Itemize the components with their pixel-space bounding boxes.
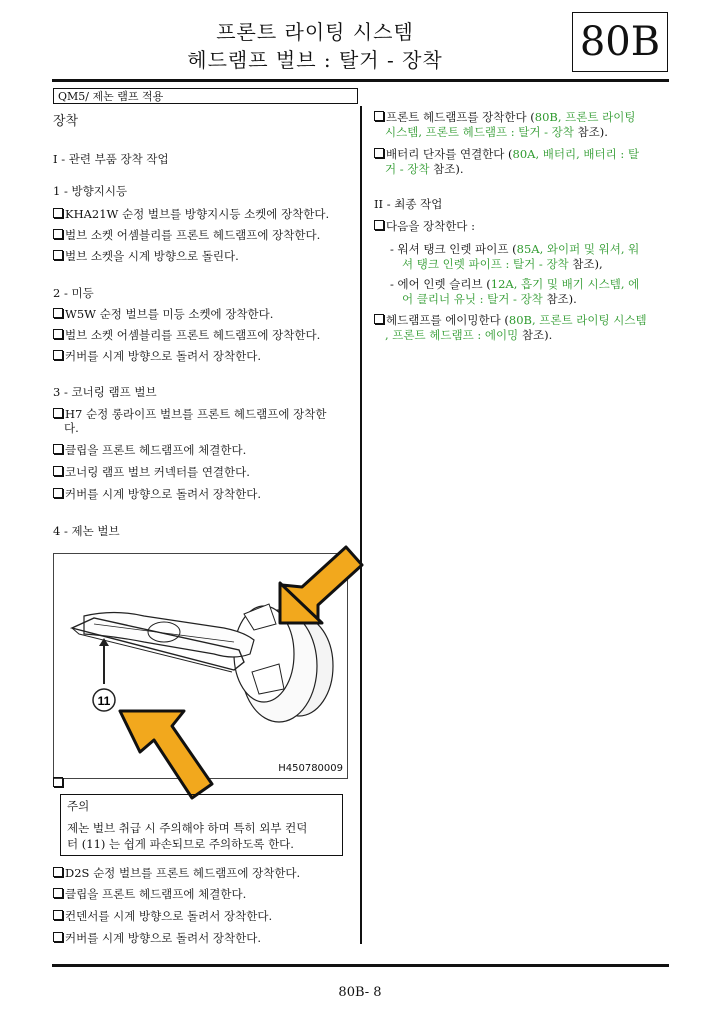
checkbox-icon [374, 314, 384, 324]
checkbox-icon [374, 220, 384, 230]
section-code-box [572, 12, 668, 72]
sub-list-item: - 에어 인렛 슬리브 (12A, 흡기 및 배기 시스템, 에 [390, 277, 640, 291]
list-item: 프론트 헤드램프를 장착한다 (80B, 프론트 라이팅 [374, 110, 635, 125]
list-item-continuation: 다. [64, 421, 79, 435]
sub-4-heading: 4 - 제논 벌브 [53, 524, 120, 538]
sub-list-item: - 워셔 탱크 인렛 파이프 (85A, 와이퍼 및 워셔, 워 [390, 242, 640, 256]
sub-1-heading: 1 - 방향지시등 [53, 184, 128, 198]
sub-3-heading: 3 - 코너링 램프 벌브 [53, 385, 157, 399]
sub-list-item-continuation: 어 클리너 유닛 : 탈거 - 장착 참조). [402, 292, 577, 306]
arrow-pointer-icon [270, 535, 370, 630]
vehicle-applicability: QM5/ 제논 램프 적용 [53, 88, 358, 104]
warning-title: 주의 [67, 799, 90, 813]
list-item: 커버를 시계 방향으로 돌려서 장착한다. [53, 349, 261, 364]
warning-box [60, 794, 343, 856]
bottom-rule [52, 964, 669, 967]
list-item: 클립을 프론트 헤드램프에 체결한다. [53, 443, 246, 458]
list-item [53, 776, 65, 791]
list-item: W5W 순정 벌브를 미등 소켓에 장착한다. [53, 307, 273, 322]
section-1-heading: I - 관련 부품 장착 작업 [53, 152, 169, 166]
list-item: 헤드램프를 에이밍한다 (80B, 프론트 라이팅 시스템 [374, 313, 647, 328]
list-item: 벌브 소켓을 시계 방향으로 돌린다. [53, 249, 239, 264]
list-item: H7 순정 롱라이프 벌브를 프론트 헤드램프에 장착한 [53, 407, 326, 422]
top-rule [52, 79, 669, 82]
checkbox-icon [53, 329, 63, 339]
checkbox-icon [53, 408, 63, 418]
callout-number: 11 [97, 694, 111, 708]
list-item-continuation: , 프론트 헤드램프 : 에이밍 참조). [385, 328, 553, 342]
checkbox-icon [53, 208, 63, 218]
checkbox-icon [53, 867, 63, 877]
checkbox-icon [53, 777, 63, 787]
page-number: 80B- 8 [338, 985, 382, 1000]
reference-link[interactable]: , 프론트 헤드램프 : 에이밍 [385, 328, 519, 342]
checkbox-icon [53, 444, 63, 454]
checkbox-icon [53, 888, 63, 898]
column-divider [360, 106, 362, 944]
title-line-1: 프론트 라이팅 시스템 [216, 20, 414, 44]
list-item-continuation: 거 - 장착 참조). [385, 162, 464, 176]
checkbox-icon [374, 148, 384, 158]
warning-text-line-2: 터 (11) 는 쉽게 파손되므로 주의하도록 한다. [67, 837, 294, 851]
checkbox-icon [53, 308, 63, 318]
list-item: 컨덴서를 시계 방향으로 돌려서 장착한다. [53, 909, 272, 924]
list-item: 벌브 소켓 어셈블리를 프론트 헤드램프에 장착한다. [53, 328, 320, 343]
reference-link[interactable]: 어 클리너 유닛 : 탈거 - 장착 [402, 292, 543, 306]
checkbox-icon [53, 488, 63, 498]
page-title [170, 18, 460, 74]
checkbox-icon [53, 350, 63, 360]
checkbox-icon [53, 932, 63, 942]
figure-code: H450780009 [278, 763, 343, 774]
checkbox-icon [53, 910, 63, 920]
sub-list-item-continuation: 셔 탱크 인렛 파이프 : 탈거 - 장착 참조), [402, 257, 603, 271]
checkbox-icon [53, 250, 63, 260]
warning-text-line-1: 제논 벌브 취급 시 주의해야 하며 특히 외부 컨덕 [67, 821, 308, 835]
checkbox-icon [53, 229, 63, 239]
reference-link[interactable]: 12A, 흡기 및 배기 시스템, 에 [490, 277, 640, 291]
sub-2-heading: 2 - 미등 [53, 286, 94, 300]
list-item: 커버를 시계 방향으로 돌려서 장착한다. [53, 931, 261, 946]
list-item: 벌브 소켓 어셈블리를 프론트 헤드램프에 장착한다. [53, 228, 320, 243]
list-item-continuation: 시스템, 프론트 헤드램프 : 탈거 - 장착 참조). [385, 125, 608, 139]
list-item: D2S 순정 벌브를 프론트 헤드램프에 장착한다. [53, 866, 300, 881]
title-line-2: 헤드램프 벌브 : 탈거 - 장착 [187, 48, 443, 72]
list-item: 다음을 장착한다 : [374, 219, 475, 234]
section-code: 80B [579, 19, 661, 65]
reference-link[interactable]: 80B, 프론트 라이팅 시스템 [508, 313, 647, 327]
left-heading: 장착 [53, 114, 79, 129]
section-2-heading: II - 최종 작업 [374, 197, 443, 211]
list-item: KHA21W 순정 벌브를 방향지시등 소켓에 장착한다. [53, 207, 329, 222]
reference-link[interactable]: 셔 탱크 인렛 파이프 : 탈거 - 장착 [402, 257, 569, 271]
list-item: 커버를 시계 방향으로 돌려서 장착한다. [53, 487, 261, 502]
reference-link[interactable]: 80A, 배터리, 배터리 : 탈 [512, 147, 640, 161]
reference-link[interactable]: 80B, 프론트 라이팅 [534, 110, 636, 124]
checkbox-icon [53, 466, 63, 476]
arrow-pointer-icon [112, 706, 222, 804]
reference-link[interactable]: 85A, 와이퍼 및 워셔, 워 [516, 242, 640, 256]
checkbox-icon [374, 111, 384, 121]
reference-link[interactable]: 거 - 장착 [385, 162, 430, 176]
list-item: 클립을 프론트 헤드램프에 체결한다. [53, 887, 246, 902]
list-item: 배터리 단자를 연결한다 (80A, 배터리, 배터리 : 탈 [374, 147, 639, 162]
reference-link[interactable]: 시스템, 프론트 헤드램프 : 탈거 - 장착 [385, 125, 574, 139]
list-item: 코너링 램프 벌브 커넥터를 연결한다. [53, 465, 250, 480]
